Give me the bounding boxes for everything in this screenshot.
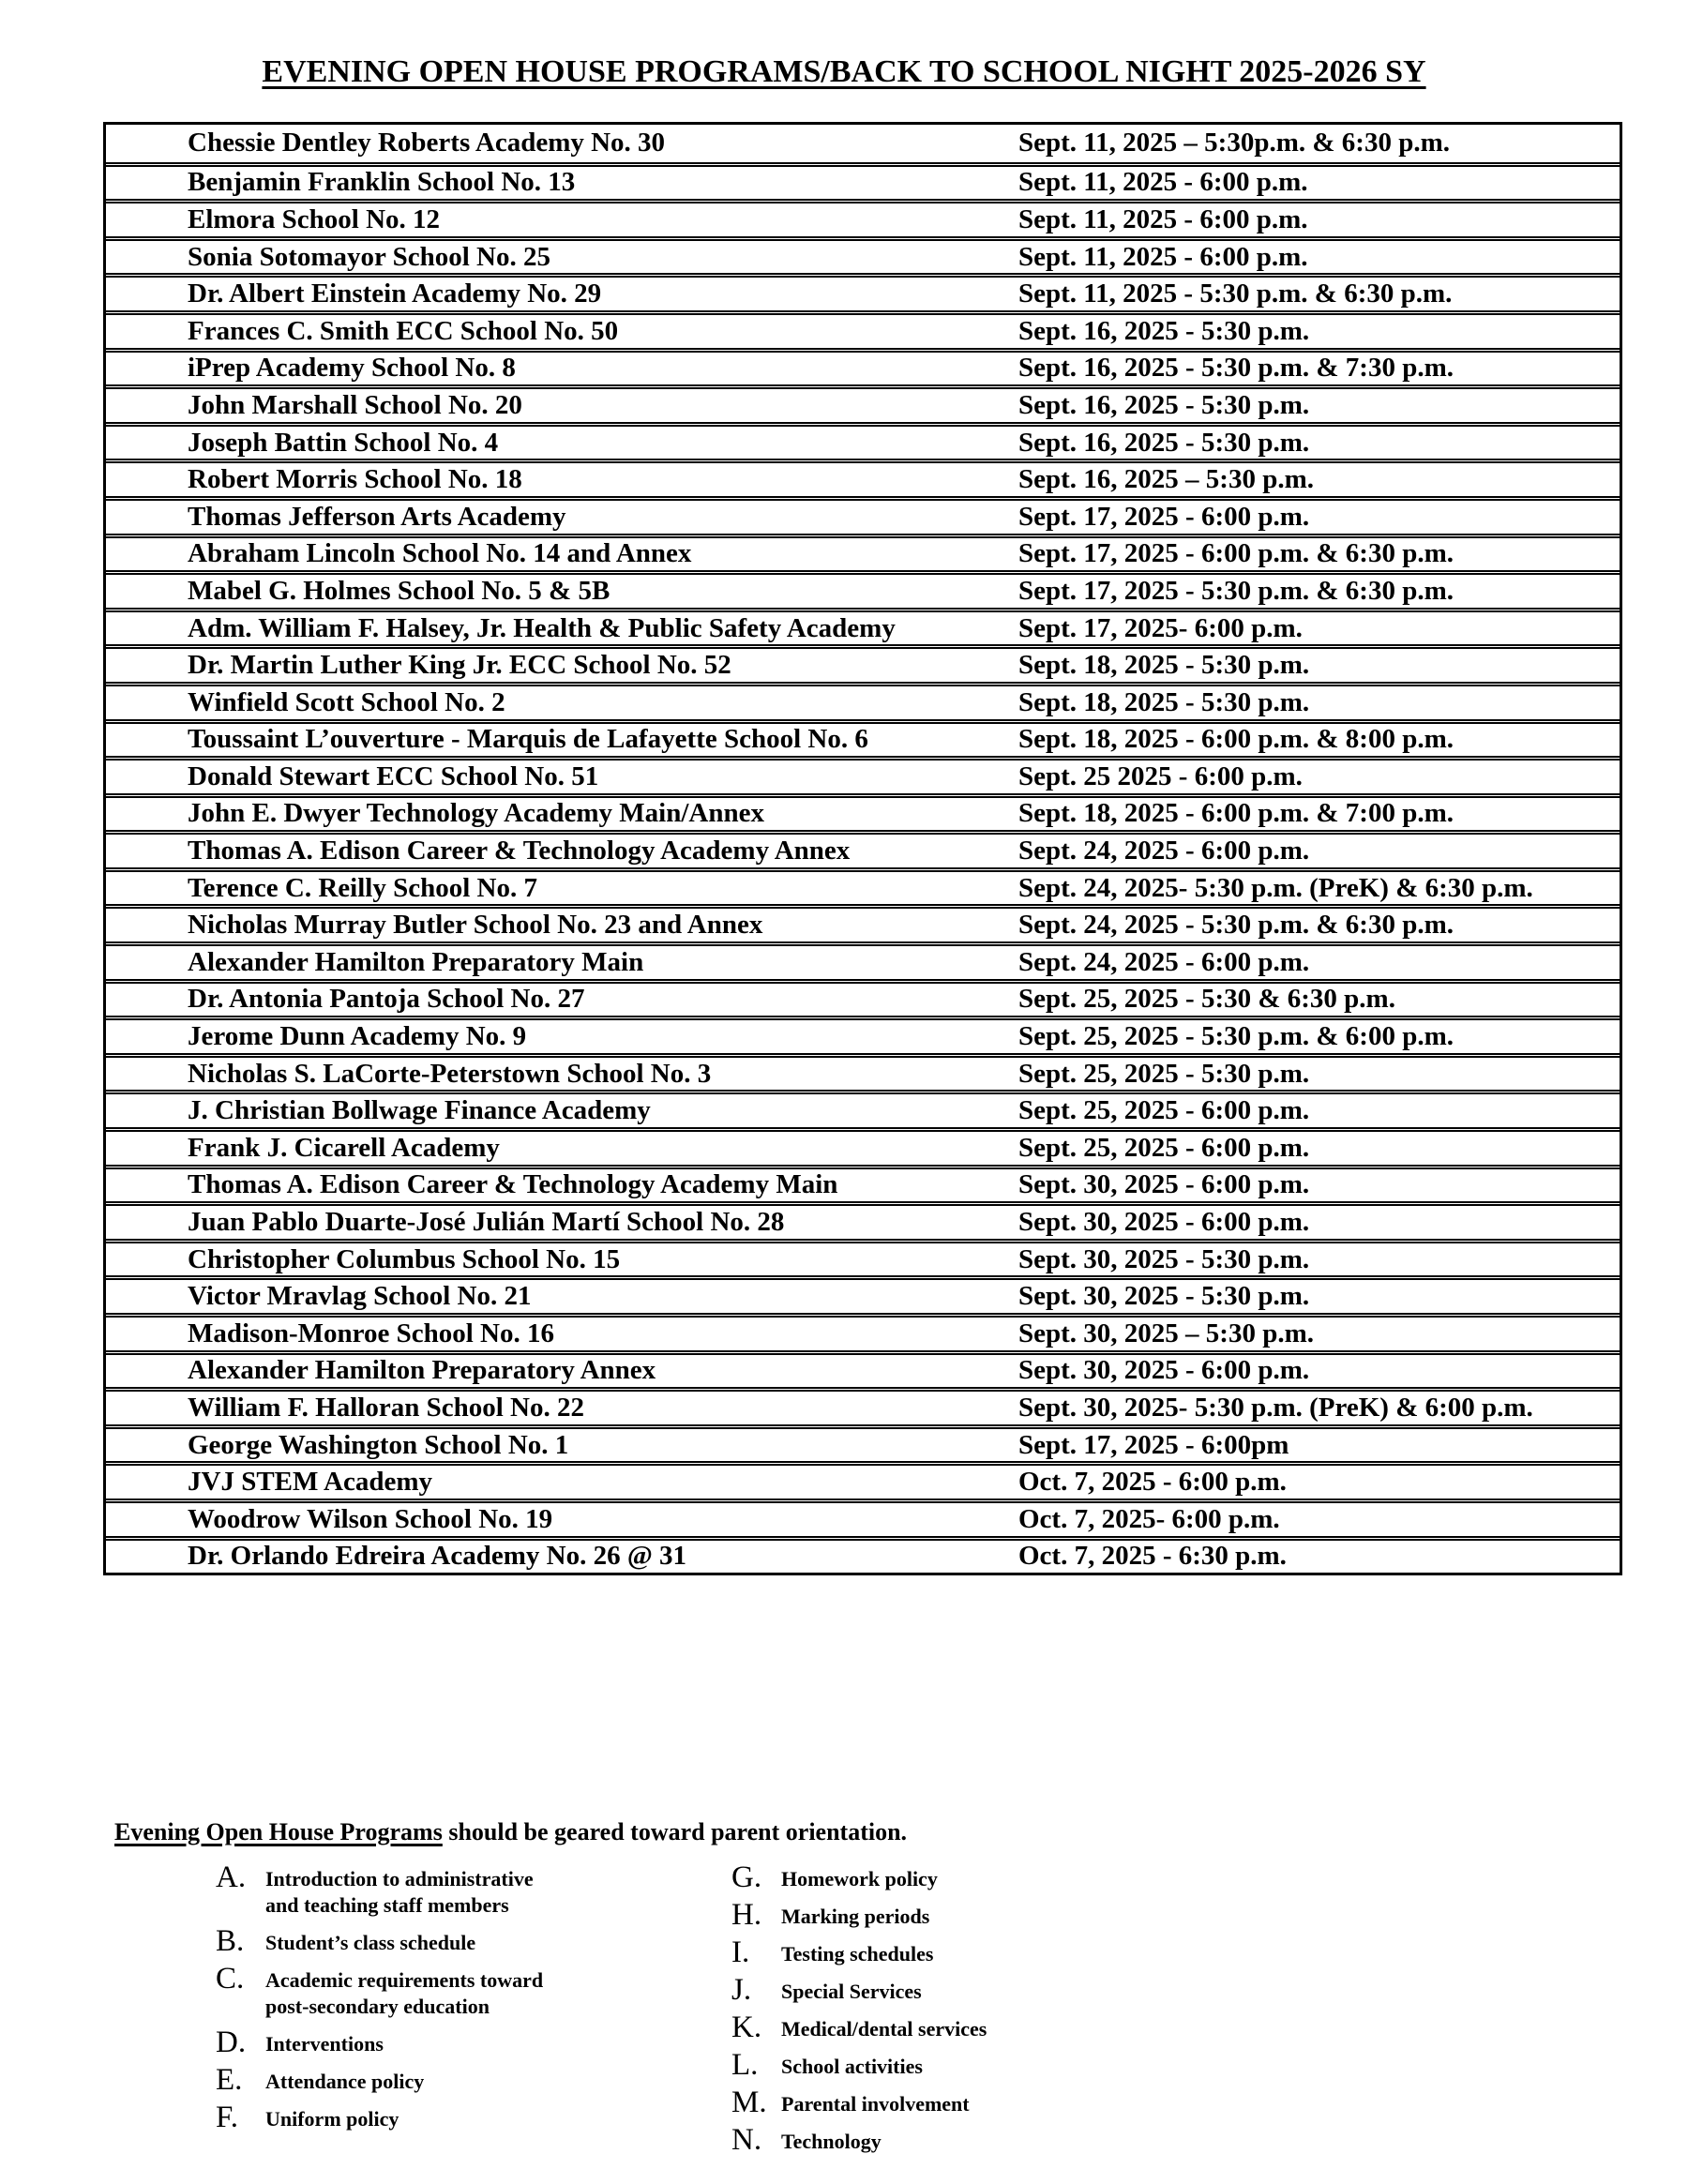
school-name-cell: Woodrow Wilson School No. 19 [188, 1503, 553, 1534]
list-item-letter: F. [216, 2101, 238, 2134]
footer-note-underlined: Evening Open House Programs [114, 1818, 443, 1845]
date-time-cell: Sept. 30, 2025 - 6:00 p.m. [1018, 1207, 1310, 1238]
list-item [731, 2048, 1294, 2082]
date-time-cell: Sept. 24, 2025 - 5:30 p.m. & 6:30 p.m. [1018, 910, 1454, 941]
table-row [106, 719, 1620, 757]
date-time-cell: Sept. 17, 2025- 6:00 p.m. [1018, 612, 1303, 643]
table-row [106, 1275, 1620, 1313]
list-item-text: School activities [781, 2055, 923, 2078]
date-time-cell: Sept. 18, 2025 - 6:00 p.m. & 8:00 p.m. [1018, 724, 1454, 755]
table-row [106, 1499, 1620, 1536]
list-item [216, 2028, 713, 2057]
school-name-cell: Thomas Jefferson Arts Academy [188, 501, 566, 532]
table-row [106, 199, 1620, 236]
footer-note [114, 1818, 907, 1846]
list-item-letter: G. [731, 1860, 762, 1894]
school-name-cell: Thomas A. Edison Career & Technology Academy Annex [188, 836, 851, 866]
table-row [106, 793, 1620, 831]
date-time-cell: Sept. 30, 2025 - 6:00 p.m. [1018, 1169, 1310, 1200]
date-time-cell: Sept. 25, 2025 - 6:00 p.m. [1018, 1095, 1310, 1126]
school-name-cell: Donald Stewart ECC School No. 51 [188, 761, 599, 791]
school-name-cell: John E. Dwyer Technology Academy Main/Annex [188, 798, 764, 829]
date-time-cell: Sept. 16, 2025 - 5:30 p.m. [1018, 315, 1310, 346]
list-item [216, 1860, 713, 1919]
school-name-cell: iPrep Academy School No. 8 [188, 353, 516, 384]
date-time-cell: Sept. 30, 2025 – 5:30 p.m. [1018, 1318, 1314, 1348]
list-item [731, 2088, 1294, 2117]
school-name-cell: Jerome Dunn Academy No. 9 [188, 1021, 527, 1052]
date-time-cell: Oct. 7, 2025 - 6:00 p.m. [1018, 1467, 1287, 1498]
date-time-cell: Sept. 30, 2025 - 5:30 p.m. [1018, 1281, 1310, 1312]
table-row [106, 904, 1620, 941]
date-time-cell: Sept. 18, 2025 - 5:30 p.m. [1018, 686, 1310, 717]
school-name-cell: Dr. Orlando Edreira Academy No. 26 @ 31 [188, 1541, 687, 1572]
school-name-cell: JVJ STEM Academy [188, 1467, 432, 1498]
date-time-cell: Sept. 16, 2025 - 5:30 p.m. [1018, 427, 1310, 458]
school-name-cell: Frances C. Smith ECC School No. 50 [188, 315, 619, 346]
list-item-text: Student’s class schedule [265, 1931, 476, 1954]
table-row [106, 756, 1620, 793]
date-time-cell: Sept. 18, 2025 - 6:00 p.m. & 7:00 p.m. [1018, 798, 1454, 829]
orientation-topics-right-column [731, 1860, 1294, 2163]
date-time-cell: Sept. 17, 2025 - 5:30 p.m. & 6:30 p.m. [1018, 575, 1454, 606]
list-item [731, 1973, 1294, 2007]
table-row [106, 1127, 1620, 1165]
orientation-topics-left-column [216, 1860, 713, 2141]
list-item-letter: M. [731, 2086, 767, 2119]
list-item [731, 2013, 1294, 2042]
table-row [106, 459, 1620, 496]
table-row [106, 867, 1620, 905]
school-name-cell: Mabel G. Holmes School No. 5 & 5B [188, 575, 610, 606]
date-time-cell: Sept. 25, 2025 - 5:30 & 6:30 p.m. [1018, 984, 1395, 1015]
school-name-cell: Madison-Monroe School No. 16 [188, 1318, 554, 1348]
school-name-cell: Christopher Columbus School No. 15 [188, 1243, 621, 1274]
table-row [106, 310, 1620, 348]
table-row [106, 348, 1620, 385]
table-row [106, 1239, 1620, 1276]
date-time-cell: Sept. 11, 2025 - 5:30 p.m. & 6:30 p.m. [1018, 279, 1453, 309]
date-time-cell: Sept. 25, 2025 - 5:30 p.m. [1018, 1058, 1310, 1089]
date-time-cell: Sept. 11, 2025 – 5:30p.m. & 6:30 p.m. [1018, 128, 1450, 158]
list-item-text: Uniform policy [265, 2107, 399, 2131]
list-item-letter: N. [731, 2123, 762, 2157]
table-row [106, 1424, 1620, 1462]
table-row [106, 682, 1620, 719]
table-row [106, 1165, 1620, 1202]
date-time-cell: Sept. 11, 2025 - 6:00 p.m. [1018, 203, 1308, 234]
table-row [106, 1387, 1620, 1424]
school-name-cell: Nicholas Murray Butler School No. 23 and Annex [188, 910, 763, 941]
school-name-cell: Winfield Scott School No. 2 [188, 686, 505, 717]
school-name-cell: George Washington School No. 1 [188, 1429, 569, 1460]
table-row [106, 162, 1620, 200]
table-row [106, 125, 1620, 162]
school-name-cell: Joseph Battin School No. 4 [188, 427, 499, 458]
school-name-cell: Victor Mravlag School No. 21 [188, 1281, 532, 1312]
school-name-cell: John Marshall School No. 20 [188, 389, 522, 420]
table-row [106, 644, 1620, 682]
table-row [106, 570, 1620, 608]
table-row [106, 1461, 1620, 1499]
table-row [106, 1313, 1620, 1350]
list-item-letter: A. [216, 1860, 247, 1894]
list-item-text: Parental involvement [781, 2092, 970, 2116]
table-row [106, 941, 1620, 979]
list-item-text: Technology [781, 2130, 882, 2153]
table-row [106, 608, 1620, 645]
date-time-cell: Sept. 24, 2025- 5:30 p.m. (PreK) & 6:30 p.m. [1018, 872, 1533, 903]
table-row [106, 273, 1620, 310]
date-time-cell: Sept. 17, 2025 - 6:00pm [1018, 1429, 1289, 1460]
date-time-cell: Sept. 30, 2025 - 6:00 p.m. [1018, 1355, 1310, 1386]
school-name-cell: Dr. Martin Luther King Jr. ECC School No. 52 [188, 650, 731, 681]
table-row [106, 830, 1620, 867]
school-name-cell: Alexander Hamilton Preparatory Annex [188, 1355, 656, 1386]
school-name-cell: Chessie Dentley Roberts Academy No. 30 [188, 128, 666, 158]
list-item [731, 1898, 1294, 1932]
list-item [216, 2063, 713, 2097]
date-time-cell: Sept. 17, 2025 - 6:00 p.m. & 6:30 p.m. [1018, 538, 1454, 569]
date-time-cell: Oct. 7, 2025- 6:00 p.m. [1018, 1503, 1280, 1534]
date-time-cell: Sept. 30, 2025 - 5:30 p.m. [1018, 1243, 1310, 1274]
list-item-text: Academic requirements toward post-secondary education [265, 1968, 544, 2018]
date-time-cell: Oct. 7, 2025 - 6:30 p.m. [1018, 1541, 1287, 1572]
school-name-cell: Elmora School No. 12 [188, 203, 441, 234]
page-title-text: EVENING OPEN HOUSE PROGRAMS/BACK TO SCHOOL NIGHT 2025-2026 SY [262, 54, 1426, 89]
school-name-cell: J. Christian Bollwage Finance Academy [188, 1095, 651, 1126]
list-item [731, 2123, 1294, 2157]
list-item-text: Homework policy [781, 1867, 938, 1890]
school-name-cell: Sonia Sotomayor School No. 25 [188, 241, 550, 272]
table-row [106, 422, 1620, 459]
school-name-cell: Benjamin Franklin School No. 13 [188, 167, 576, 198]
table-row [106, 1053, 1620, 1091]
table-row [106, 1350, 1620, 1388]
list-item-letter: H. [731, 1898, 762, 1932]
date-time-cell: Sept. 25, 2025 - 6:00 p.m. [1018, 1132, 1310, 1163]
school-name-cell: William F. Halloran School No. 22 [188, 1392, 584, 1423]
list-item-letter: B. [216, 1924, 245, 1958]
date-time-cell: Sept. 25, 2025 - 5:30 p.m. & 6:00 p.m. [1018, 1021, 1454, 1052]
list-item-text: Attendance policy [265, 2070, 425, 2093]
table-row [106, 1536, 1620, 1574]
school-name-cell: Dr. Albert Einstein Academy No. 29 [188, 279, 602, 309]
date-time-cell: Sept. 16, 2025 - 5:30 p.m. [1018, 389, 1310, 420]
school-name-cell: Juan Pablo Duarte-José Julián Martí School No. 28 [188, 1207, 785, 1238]
date-time-cell: Sept. 16, 2025 – 5:30 p.m. [1018, 464, 1314, 495]
school-name-cell: Toussaint L’ouverture - Marquis de Lafayette School No. 6 [188, 724, 868, 755]
table-row [106, 384, 1620, 422]
list-item-text: Interventions [265, 2032, 384, 2056]
list-item [731, 1935, 1294, 1969]
page-title [0, 54, 1688, 90]
footer-note-rest: should be geared toward parent orientation. [442, 1818, 908, 1845]
open-house-schedule-table [103, 122, 1622, 1575]
list-item-text: Special Services [781, 1980, 922, 2003]
list-item-letter: L. [731, 2048, 759, 2082]
list-item [216, 1924, 713, 1958]
list-item [216, 2103, 713, 2132]
date-time-cell: Sept. 11, 2025 - 6:00 p.m. [1018, 241, 1308, 272]
date-time-cell: Sept. 18, 2025 - 5:30 p.m. [1018, 650, 1310, 681]
list-item-letter: C. [216, 1962, 245, 1996]
date-time-cell: Sept. 17, 2025 - 6:00 p.m. [1018, 501, 1310, 532]
date-time-cell: Sept. 16, 2025 - 5:30 p.m. & 7:30 p.m. [1018, 353, 1454, 384]
list-item-letter: K. [731, 2011, 762, 2044]
list-item [731, 1860, 1294, 1894]
list-item-text: Testing schedules [781, 1942, 934, 1966]
school-name-cell: Abraham Lincoln School No. 14 and Annex [188, 538, 692, 569]
list-item-text: Marking periods [781, 1905, 930, 1928]
table-row [106, 979, 1620, 1017]
date-time-cell: Sept. 25 2025 - 6:00 p.m. [1018, 761, 1303, 791]
list-item-letter: J. [731, 1973, 752, 2007]
table-row [106, 1090, 1620, 1127]
table-row [106, 534, 1620, 571]
school-name-cell: Thomas A. Edison Career & Technology Academy Main [188, 1169, 838, 1200]
table-row [106, 1016, 1620, 1053]
list-item [216, 1962, 713, 2020]
school-name-cell: Robert Morris School No. 18 [188, 464, 522, 495]
school-name-cell: Frank J. Cicarell Academy [188, 1132, 500, 1163]
date-time-cell: Sept. 24, 2025 - 6:00 p.m. [1018, 946, 1310, 977]
school-name-cell: Terence C. Reilly School No. 7 [188, 872, 537, 903]
school-name-cell: Alexander Hamilton Preparatory Main [188, 946, 644, 977]
list-item-letter: E. [216, 2063, 243, 2097]
school-name-cell: Dr. Antonia Pantoja School No. 27 [188, 984, 585, 1015]
list-item-text: Introduction to administrative and teaching staff members [265, 1867, 534, 1917]
school-name-cell: Adm. William F. Halsey, Jr. Health & Public Safety Academy [188, 612, 896, 643]
list-item-text: Medical/dental services [781, 2017, 987, 2041]
table-row [106, 1201, 1620, 1239]
date-time-cell: Sept. 11, 2025 - 6:00 p.m. [1018, 167, 1308, 198]
list-item-letter: D. [216, 2026, 247, 2059]
table-row [106, 496, 1620, 534]
list-item-letter: I. [731, 1935, 750, 1969]
school-name-cell: Nicholas S. LaCorte-Peterstown School No. 3 [188, 1058, 712, 1089]
date-time-cell: Sept. 30, 2025- 5:30 p.m. (PreK) & 6:00 p.m. [1018, 1392, 1533, 1423]
date-time-cell: Sept. 24, 2025 - 6:00 p.m. [1018, 836, 1310, 866]
table-row [106, 236, 1620, 274]
